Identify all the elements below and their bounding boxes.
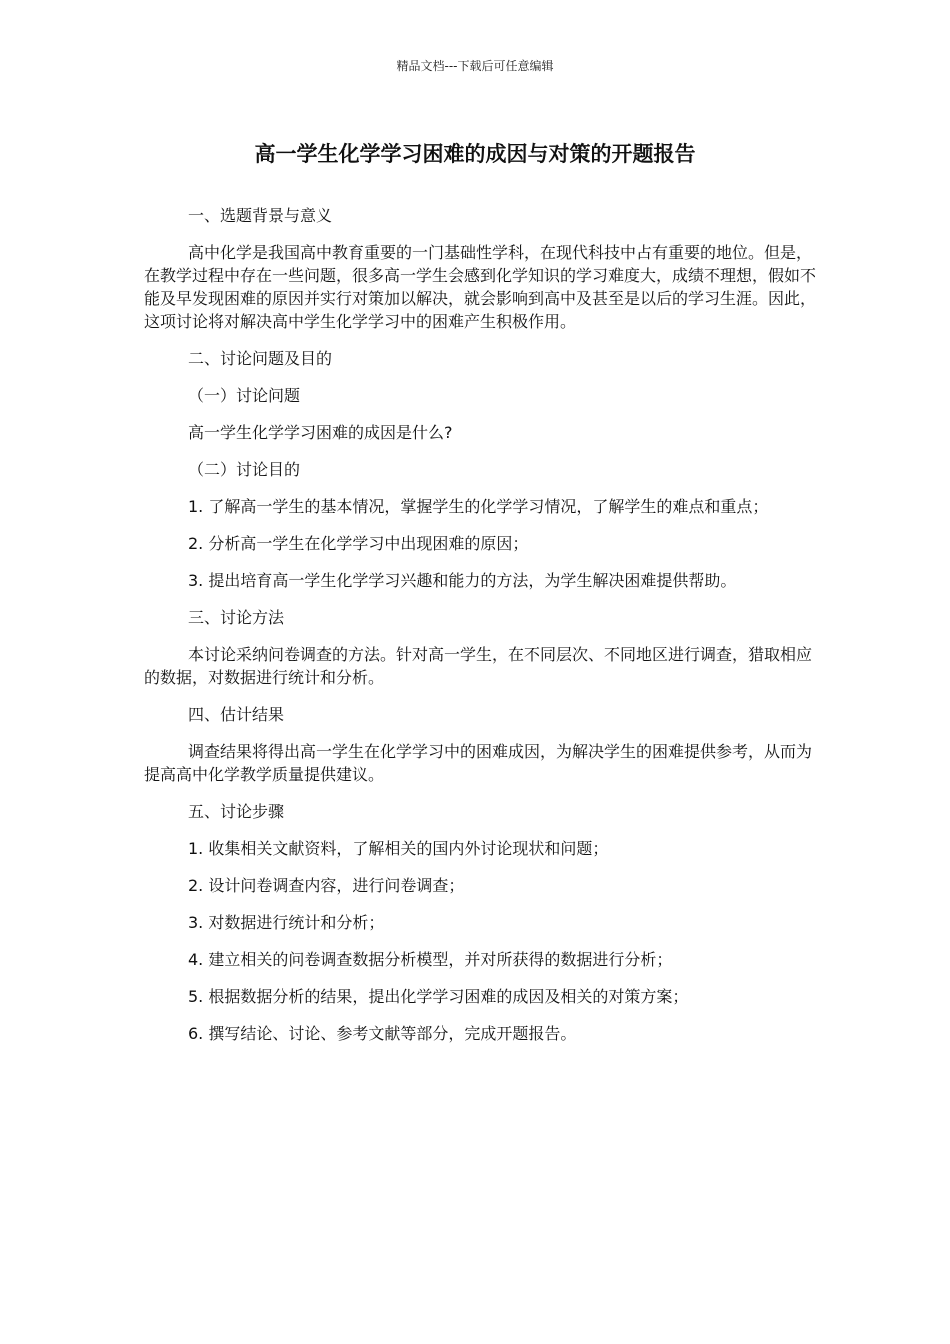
step-item-5: 5. 根据数据分析的结果，提出化学学习困难的成因及相关的对策方案； xyxy=(188,987,689,1006)
purpose-item-1: 1. 了解高一学生的基本情况，掌握学生的化学学习情况，了解学生的难点和重点； xyxy=(188,497,769,516)
section-heading-3: 三、讨论方法 xyxy=(188,608,285,627)
paragraph-method: 本讨论采纳问卷调查的方法。针对高一学生，在不同层次、不同地区进行调查，猎取相应的数据，对数据进行统计和分析。 xyxy=(144,645,813,687)
step-item-2: 2. 设计问卷调查内容，进行问卷调查； xyxy=(188,876,465,895)
section-heading-5: 五、讨论步骤 xyxy=(188,802,285,821)
subheading-purpose: （二）讨论目的 xyxy=(188,460,301,479)
step-item-1: 1. 收集相关文献资料，了解相关的国内外讨论现状和问题； xyxy=(188,839,609,858)
purpose-item-3: 3. 提出培育高一学生化学学习兴趣和能力的方法，为学生解决困难提供帮助。 xyxy=(188,571,737,590)
purpose-item-2: 2. 分析高一学生在化学学习中出现困难的原因； xyxy=(188,534,529,553)
subheading-question: （一）讨论问题 xyxy=(188,386,301,405)
paragraph-results: 调查结果将得出高一学生在化学学习中的困难成因，为解决学生的困难提供参考，从而为提高高中化学教学质量提供建议。 xyxy=(144,742,813,784)
step-item-4: 4. 建立相关的问卷调查数据分析模型，并对所获得的数据进行分析； xyxy=(188,950,673,969)
step-item-3: 3. 对数据进行统计和分析； xyxy=(188,913,385,932)
page-header: 精品文档---下载后可任意编辑 xyxy=(396,59,554,73)
document-body xyxy=(144,204,816,1059)
section-heading-1: 一、选题背景与意义 xyxy=(188,206,333,225)
section-heading-4: 四、估计结果 xyxy=(188,705,285,724)
paragraph-question: 高一学生化学学习困难的成因是什么? xyxy=(188,423,453,442)
section-heading-2: 二、讨论问题及目的 xyxy=(188,349,333,368)
document-title: 高一学生化学学习困难的成因与对策的开题报告 xyxy=(254,142,696,166)
step-item-6: 6. 撰写结论、讨论、参考文献等部分，完成开题报告。 xyxy=(188,1024,577,1043)
paragraph-background: 高中化学是我国高中教育重要的一门基础性学科，在现代科技中占有重要的地位。但是，在教学过程中存在一些问题，很多高一学生会感到化学知识的学习难度大，成绩不理想，假如不能及早发现困难的原因并实行对策加以解决，就会影响到高中及甚至是以后的学习生涯。因此，这项讨论将对解决高中学生化学学习中的困难产生积极作用。 xyxy=(144,243,817,331)
